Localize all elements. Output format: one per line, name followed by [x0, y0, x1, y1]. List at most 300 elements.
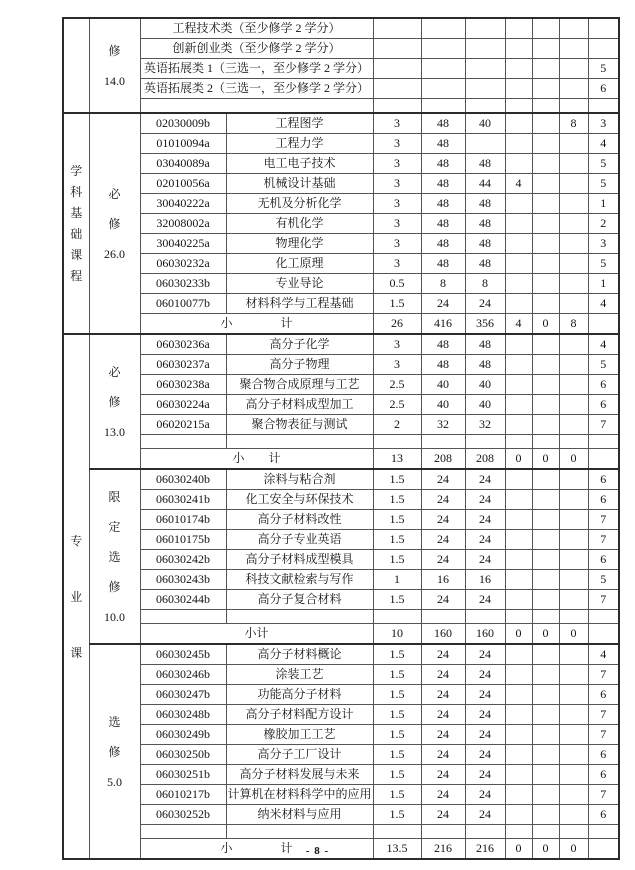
- course-name-cell: 专业导论: [226, 274, 373, 294]
- credits-cell: 1.5: [373, 665, 421, 685]
- category-char: 基: [70, 206, 83, 220]
- lecture-hours-cell: [465, 825, 505, 839]
- computer-hours-cell: [532, 644, 559, 665]
- course-code-cell: 06020215a: [140, 415, 226, 435]
- computer-hours-cell: [532, 254, 559, 274]
- credits-cell: 26: [373, 314, 421, 335]
- lecture-hours-cell: 8: [465, 274, 505, 294]
- course-code-cell: 06030236a: [140, 334, 226, 355]
- computer-hours-cell: [532, 214, 559, 234]
- course-name-cell: 高分子工厂设计: [226, 745, 373, 765]
- course-name-cell: 高分子材料改性: [226, 510, 373, 530]
- table-row: [63, 765, 619, 785]
- course-name-cell: 涂料与粘合剂: [226, 469, 373, 490]
- subcategory-cell: [89, 18, 140, 113]
- lecture-hours-cell: 24: [465, 765, 505, 785]
- experiment-hours-cell: [505, 375, 532, 395]
- lecture-hours-cell: 48: [465, 214, 505, 234]
- table-row: [63, 510, 619, 530]
- subtotal-label-cell: 小 计: [140, 314, 373, 335]
- other-hours-cell: [559, 765, 588, 785]
- course-code-cell: 06030233b: [140, 274, 226, 294]
- computer-hours-cell: [532, 59, 559, 79]
- computer-hours-cell: [532, 435, 559, 449]
- experiment-hours-cell: [505, 490, 532, 510]
- subcategory-label: [91, 470, 139, 643]
- course-code-cell: [140, 435, 226, 449]
- table-row: [63, 825, 619, 839]
- course-group-cell: 工程技术类（至少修学 2 学分）: [140, 18, 373, 39]
- total-hours-cell: 160: [421, 624, 465, 645]
- total-hours-cell: 24: [421, 765, 465, 785]
- other-hours-cell: [559, 644, 588, 665]
- table-row: [63, 610, 619, 624]
- credits-cell: 0.5: [373, 274, 421, 294]
- credits-cell: 1.5: [373, 590, 421, 610]
- table-row: [63, 590, 619, 610]
- total-hours-cell: [421, 610, 465, 624]
- lecture-hours-cell: 24: [465, 665, 505, 685]
- experiment-hours-cell: [505, 334, 532, 355]
- subcategory-label: [91, 114, 139, 333]
- course-code-cell: 06030245b: [140, 644, 226, 665]
- other-hours-cell: [559, 254, 588, 274]
- category-label: [65, 19, 88, 112]
- total-hours-cell: 40: [421, 375, 465, 395]
- other-hours-cell: [559, 685, 588, 705]
- credits-cell: 1.5: [373, 705, 421, 725]
- computer-hours-cell: [532, 510, 559, 530]
- credits-cell: 1.5: [373, 294, 421, 314]
- semester-cell: 4: [588, 134, 619, 154]
- total-hours-cell: 24: [421, 530, 465, 550]
- other-hours-cell: [559, 59, 588, 79]
- experiment-hours-cell: [505, 610, 532, 624]
- course-name-cell: 高分子材料成型模具: [226, 550, 373, 570]
- other-hours-cell: [559, 469, 588, 490]
- total-hours-cell: 24: [421, 745, 465, 765]
- computer-hours-cell: [532, 530, 559, 550]
- course-group-cell: 英语拓展类 1（三选一，至少修学 2 学分）: [140, 59, 373, 79]
- subtotal-label-cell: 小计: [140, 624, 373, 645]
- course-code-cell: 30040225a: [140, 234, 226, 254]
- total-hours-cell: 48: [421, 355, 465, 375]
- category-cell: [63, 113, 89, 334]
- credits-cell: [373, 59, 421, 79]
- credits-cell: 1.5: [373, 685, 421, 705]
- credits-cell: 1.5: [373, 725, 421, 745]
- experiment-hours-cell: [505, 725, 532, 745]
- course-code-cell: 32008002a: [140, 214, 226, 234]
- credits-cell: 3: [373, 214, 421, 234]
- credits-cell: 3: [373, 254, 421, 274]
- lecture-hours-cell: 24: [465, 644, 505, 665]
- experiment-hours-cell: [505, 254, 532, 274]
- category-char: 础: [70, 227, 83, 241]
- semester-cell: 7: [588, 530, 619, 550]
- semester-cell: 7: [588, 415, 619, 435]
- computer-hours-cell: [532, 785, 559, 805]
- computer-hours-cell: [532, 665, 559, 685]
- course-name-cell: 橡胶加工工艺: [226, 725, 373, 745]
- course-name-cell: 化工原理: [226, 254, 373, 274]
- table-row: [63, 234, 619, 254]
- lecture-hours-cell: 48: [465, 194, 505, 214]
- category-char: 课: [70, 645, 83, 660]
- course-code-cell: 06010174b: [140, 510, 226, 530]
- subcategory-char: 修: [108, 216, 121, 231]
- category-label: [65, 114, 88, 333]
- computer-hours-cell: [532, 765, 559, 785]
- course-name-cell: 聚合物表征与测试: [226, 415, 373, 435]
- course-name-cell: 电工电子技术: [226, 154, 373, 174]
- credits-cell: 1.5: [373, 510, 421, 530]
- subcategory-char: 必: [108, 364, 121, 379]
- category-char: 专: [70, 533, 83, 548]
- semester-cell: [588, 825, 619, 839]
- credits-cell: 10: [373, 624, 421, 645]
- semester-cell: 5: [588, 355, 619, 375]
- semester-cell: 3: [588, 234, 619, 254]
- subcategory-char: 修: [108, 394, 121, 409]
- computer-hours-cell: [532, 469, 559, 490]
- computer-hours-cell: [532, 490, 559, 510]
- lecture-hours-cell: 24: [465, 469, 505, 490]
- computer-hours-cell: [532, 134, 559, 154]
- lecture-hours-cell: 356: [465, 314, 505, 335]
- experiment-hours-cell: [505, 705, 532, 725]
- total-hours-cell: 48: [421, 113, 465, 134]
- subcategory-char: 修: [108, 744, 121, 759]
- total-hours-cell: 24: [421, 644, 465, 665]
- course-group-cell: [140, 99, 373, 114]
- credits-cell: [373, 825, 421, 839]
- credits-cell: 3: [373, 154, 421, 174]
- experiment-hours-cell: [505, 590, 532, 610]
- course-name-cell: 化工安全与环保技术: [226, 490, 373, 510]
- table-row: [63, 624, 619, 645]
- course-name-cell: 机械设计基础: [226, 174, 373, 194]
- lecture-hours-cell: 48: [465, 234, 505, 254]
- credits-cell: 2.5: [373, 375, 421, 395]
- category-char: 程: [70, 269, 83, 283]
- total-hours-cell: 48: [421, 194, 465, 214]
- other-hours-cell: [559, 785, 588, 805]
- semester-cell: 6: [588, 550, 619, 570]
- lecture-hours-cell: [465, 99, 505, 114]
- experiment-hours-cell: [505, 765, 532, 785]
- other-hours-cell: [559, 610, 588, 624]
- computer-hours-cell: [532, 79, 559, 99]
- lecture-hours-cell: [465, 610, 505, 624]
- experiment-hours-cell: [505, 113, 532, 134]
- semester-cell: [588, 39, 619, 59]
- course-code-cell: 06030248b: [140, 705, 226, 725]
- table-row: [63, 194, 619, 214]
- course-code-cell: 06030237a: [140, 355, 226, 375]
- semester-cell: 6: [588, 765, 619, 785]
- computer-hours-cell: [532, 805, 559, 825]
- semester-cell: 7: [588, 510, 619, 530]
- other-hours-cell: 8: [559, 113, 588, 134]
- credits-cell: [373, 79, 421, 99]
- course-name-cell: 计算机在材料科学中的应用: [226, 785, 373, 805]
- total-hours-cell: 24: [421, 805, 465, 825]
- course-code-cell: 06030252b: [140, 805, 226, 825]
- course-code-cell: 01010094a: [140, 134, 226, 154]
- subcategory-char: 修: [108, 579, 121, 594]
- total-hours-cell: [421, 59, 465, 79]
- semester-cell: 4: [588, 334, 619, 355]
- table-row: [63, 99, 619, 114]
- course-group-cell: 创新创业类（至少修学 2 学分）: [140, 39, 373, 59]
- experiment-hours-cell: [505, 510, 532, 530]
- other-hours-cell: [559, 725, 588, 745]
- credits-cell: 1.5: [373, 550, 421, 570]
- semester-cell: 6: [588, 79, 619, 99]
- semester-cell: 5: [588, 154, 619, 174]
- other-hours-cell: [559, 99, 588, 114]
- table-row: [63, 805, 619, 825]
- subcategory-label: [91, 335, 139, 468]
- lecture-hours-cell: 44: [465, 174, 505, 194]
- lecture-hours-cell: 24: [465, 550, 505, 570]
- subcategory-credits: 10.0: [104, 609, 125, 624]
- experiment-hours-cell: [505, 530, 532, 550]
- credits-cell: 13: [373, 449, 421, 470]
- experiment-hours-cell: [505, 18, 532, 39]
- lecture-hours-cell: 48: [465, 154, 505, 174]
- experiment-hours-cell: 4: [505, 174, 532, 194]
- total-hours-cell: 48: [421, 154, 465, 174]
- experiment-hours-cell: [505, 665, 532, 685]
- lecture-hours-cell: [465, 18, 505, 39]
- experiment-hours-cell: [505, 805, 532, 825]
- course-code-cell: 02010056a: [140, 174, 226, 194]
- course-name-cell: 材料科学与工程基础: [226, 294, 373, 314]
- table-row: [63, 59, 619, 79]
- total-hours-cell: 48: [421, 254, 465, 274]
- computer-hours-cell: [532, 395, 559, 415]
- computer-hours-cell: [532, 18, 559, 39]
- total-hours-cell: 48: [421, 214, 465, 234]
- course-name-cell: 有机化学: [226, 214, 373, 234]
- lecture-hours-cell: 24: [465, 490, 505, 510]
- category-label: [65, 335, 88, 858]
- experiment-hours-cell: [505, 294, 532, 314]
- table-row: [63, 134, 619, 154]
- experiment-hours-cell: [505, 644, 532, 665]
- semester-cell: 6: [588, 469, 619, 490]
- experiment-hours-cell: [505, 154, 532, 174]
- table-row: [63, 415, 619, 435]
- other-hours-cell: 0: [559, 624, 588, 645]
- experiment-hours-cell: [505, 134, 532, 154]
- lecture-hours-cell: [465, 59, 505, 79]
- course-code-cell: 06010217b: [140, 785, 226, 805]
- total-hours-cell: 40: [421, 395, 465, 415]
- other-hours-cell: [559, 134, 588, 154]
- experiment-hours-cell: [505, 825, 532, 839]
- lecture-hours-cell: [465, 79, 505, 99]
- semester-cell: 6: [588, 375, 619, 395]
- subcategory-credits: 5.0: [107, 774, 122, 789]
- subcategory-cell: [89, 644, 140, 859]
- course-code-cell: 06030246b: [140, 665, 226, 685]
- table-row: [63, 449, 619, 470]
- course-name-cell: 纳米材料与应用: [226, 805, 373, 825]
- semester-cell: 6: [588, 805, 619, 825]
- computer-hours-cell: [532, 745, 559, 765]
- table-row: [63, 644, 619, 665]
- other-hours-cell: [559, 375, 588, 395]
- experiment-hours-cell: 0: [505, 624, 532, 645]
- credits-cell: 1.5: [373, 530, 421, 550]
- course-name-cell: 物理化学: [226, 234, 373, 254]
- subcategory-char: 修: [108, 43, 121, 58]
- total-hours-cell: 16: [421, 570, 465, 590]
- total-hours-cell: [421, 79, 465, 99]
- computer-hours-cell: [532, 274, 559, 294]
- experiment-hours-cell: [505, 99, 532, 114]
- category-char: 科: [70, 185, 83, 199]
- table-row: [63, 39, 619, 59]
- subcategory-credits: 13.0: [104, 424, 125, 439]
- course-name-cell: 高分子物理: [226, 355, 373, 375]
- semester-cell: 6: [588, 490, 619, 510]
- computer-hours-cell: [532, 355, 559, 375]
- other-hours-cell: [559, 79, 588, 99]
- table-row: [63, 469, 619, 490]
- other-hours-cell: 8: [559, 314, 588, 335]
- semester-cell: 4: [588, 644, 619, 665]
- computer-hours-cell: 0: [532, 624, 559, 645]
- other-hours-cell: [559, 745, 588, 765]
- course-code-cell: 02030009b: [140, 113, 226, 134]
- category-cell: [63, 334, 89, 859]
- subcategory-char: 必: [108, 186, 121, 201]
- subtotal-label-cell: 小 计: [140, 449, 373, 470]
- lecture-hours-cell: 24: [465, 294, 505, 314]
- semester-cell: 5: [588, 174, 619, 194]
- subcategory-label: [91, 19, 139, 112]
- credits-cell: 3: [373, 113, 421, 134]
- other-hours-cell: [559, 154, 588, 174]
- course-name-cell: 高分子复合材料: [226, 590, 373, 610]
- total-hours-cell: 32: [421, 415, 465, 435]
- table-row: [63, 490, 619, 510]
- semester-cell: 7: [588, 590, 619, 610]
- credits-cell: 1.5: [373, 765, 421, 785]
- table-row: [63, 274, 619, 294]
- table-row: [63, 214, 619, 234]
- semester-cell: [588, 18, 619, 39]
- course-name-cell: 高分子材料概论: [226, 644, 373, 665]
- total-hours-cell: 24: [421, 590, 465, 610]
- computer-hours-cell: [532, 685, 559, 705]
- credits-cell: 3: [373, 355, 421, 375]
- table-row: [63, 530, 619, 550]
- table-row: [63, 113, 619, 134]
- experiment-hours-cell: [505, 274, 532, 294]
- other-hours-cell: [559, 18, 588, 39]
- total-hours-cell: 48: [421, 174, 465, 194]
- computer-hours-cell: [532, 99, 559, 114]
- subcategory-char: 选: [108, 714, 121, 729]
- computer-hours-cell: 0: [532, 314, 559, 335]
- credits-cell: [373, 435, 421, 449]
- table-row: [63, 254, 619, 274]
- experiment-hours-cell: [505, 395, 532, 415]
- course-code-cell: 06030247b: [140, 685, 226, 705]
- total-hours-cell: [421, 435, 465, 449]
- course-code-cell: 06030232a: [140, 254, 226, 274]
- course-name-cell: 功能高分子材料: [226, 685, 373, 705]
- lecture-hours-cell: 24: [465, 785, 505, 805]
- other-hours-cell: [559, 705, 588, 725]
- course-name-cell: 工程力学: [226, 134, 373, 154]
- lecture-hours-cell: 24: [465, 530, 505, 550]
- course-code-cell: 06010175b: [140, 530, 226, 550]
- course-name-cell: [226, 825, 373, 839]
- lecture-hours-cell: [465, 435, 505, 449]
- lecture-hours-cell: 48: [465, 254, 505, 274]
- lecture-hours-cell: 24: [465, 725, 505, 745]
- computer-hours-cell: [532, 234, 559, 254]
- other-hours-cell: [559, 214, 588, 234]
- computer-hours-cell: 0: [532, 449, 559, 470]
- lecture-hours-cell: 24: [465, 705, 505, 725]
- total-hours-cell: 24: [421, 294, 465, 314]
- total-hours-cell: [421, 99, 465, 114]
- table-row: [63, 745, 619, 765]
- lecture-hours-cell: 160: [465, 624, 505, 645]
- semester-cell: 6: [588, 745, 619, 765]
- experiment-hours-cell: [505, 745, 532, 765]
- other-hours-cell: [559, 805, 588, 825]
- course-name-cell: 工程图学: [226, 113, 373, 134]
- semester-cell: [588, 624, 619, 645]
- subcategory-cell: [89, 334, 140, 469]
- lecture-hours-cell: 40: [465, 375, 505, 395]
- course-code-cell: 06030249b: [140, 725, 226, 745]
- total-hours-cell: 48: [421, 134, 465, 154]
- table-row: [63, 705, 619, 725]
- experiment-hours-cell: [505, 39, 532, 59]
- experiment-hours-cell: [505, 234, 532, 254]
- other-hours-cell: [559, 590, 588, 610]
- course-name-cell: 高分子材料发展与未来: [226, 765, 373, 785]
- course-code-cell: 06030240b: [140, 469, 226, 490]
- subcategory-label: [91, 645, 139, 858]
- table-row: [63, 355, 619, 375]
- table-row: [63, 154, 619, 174]
- lecture-hours-cell: [465, 39, 505, 59]
- computer-hours-cell: [532, 113, 559, 134]
- lecture-hours-cell: [465, 134, 505, 154]
- credits-cell: 1.5: [373, 805, 421, 825]
- semester-cell: 6: [588, 685, 619, 705]
- total-hours-cell: 24: [421, 665, 465, 685]
- other-hours-cell: [559, 510, 588, 530]
- semester-cell: 1: [588, 274, 619, 294]
- experiment-hours-cell: [505, 685, 532, 705]
- course-name-cell: 高分子化学: [226, 334, 373, 355]
- course-code-cell: [140, 825, 226, 839]
- experiment-hours-cell: [505, 79, 532, 99]
- lecture-hours-cell: 24: [465, 685, 505, 705]
- semester-cell: 3: [588, 113, 619, 134]
